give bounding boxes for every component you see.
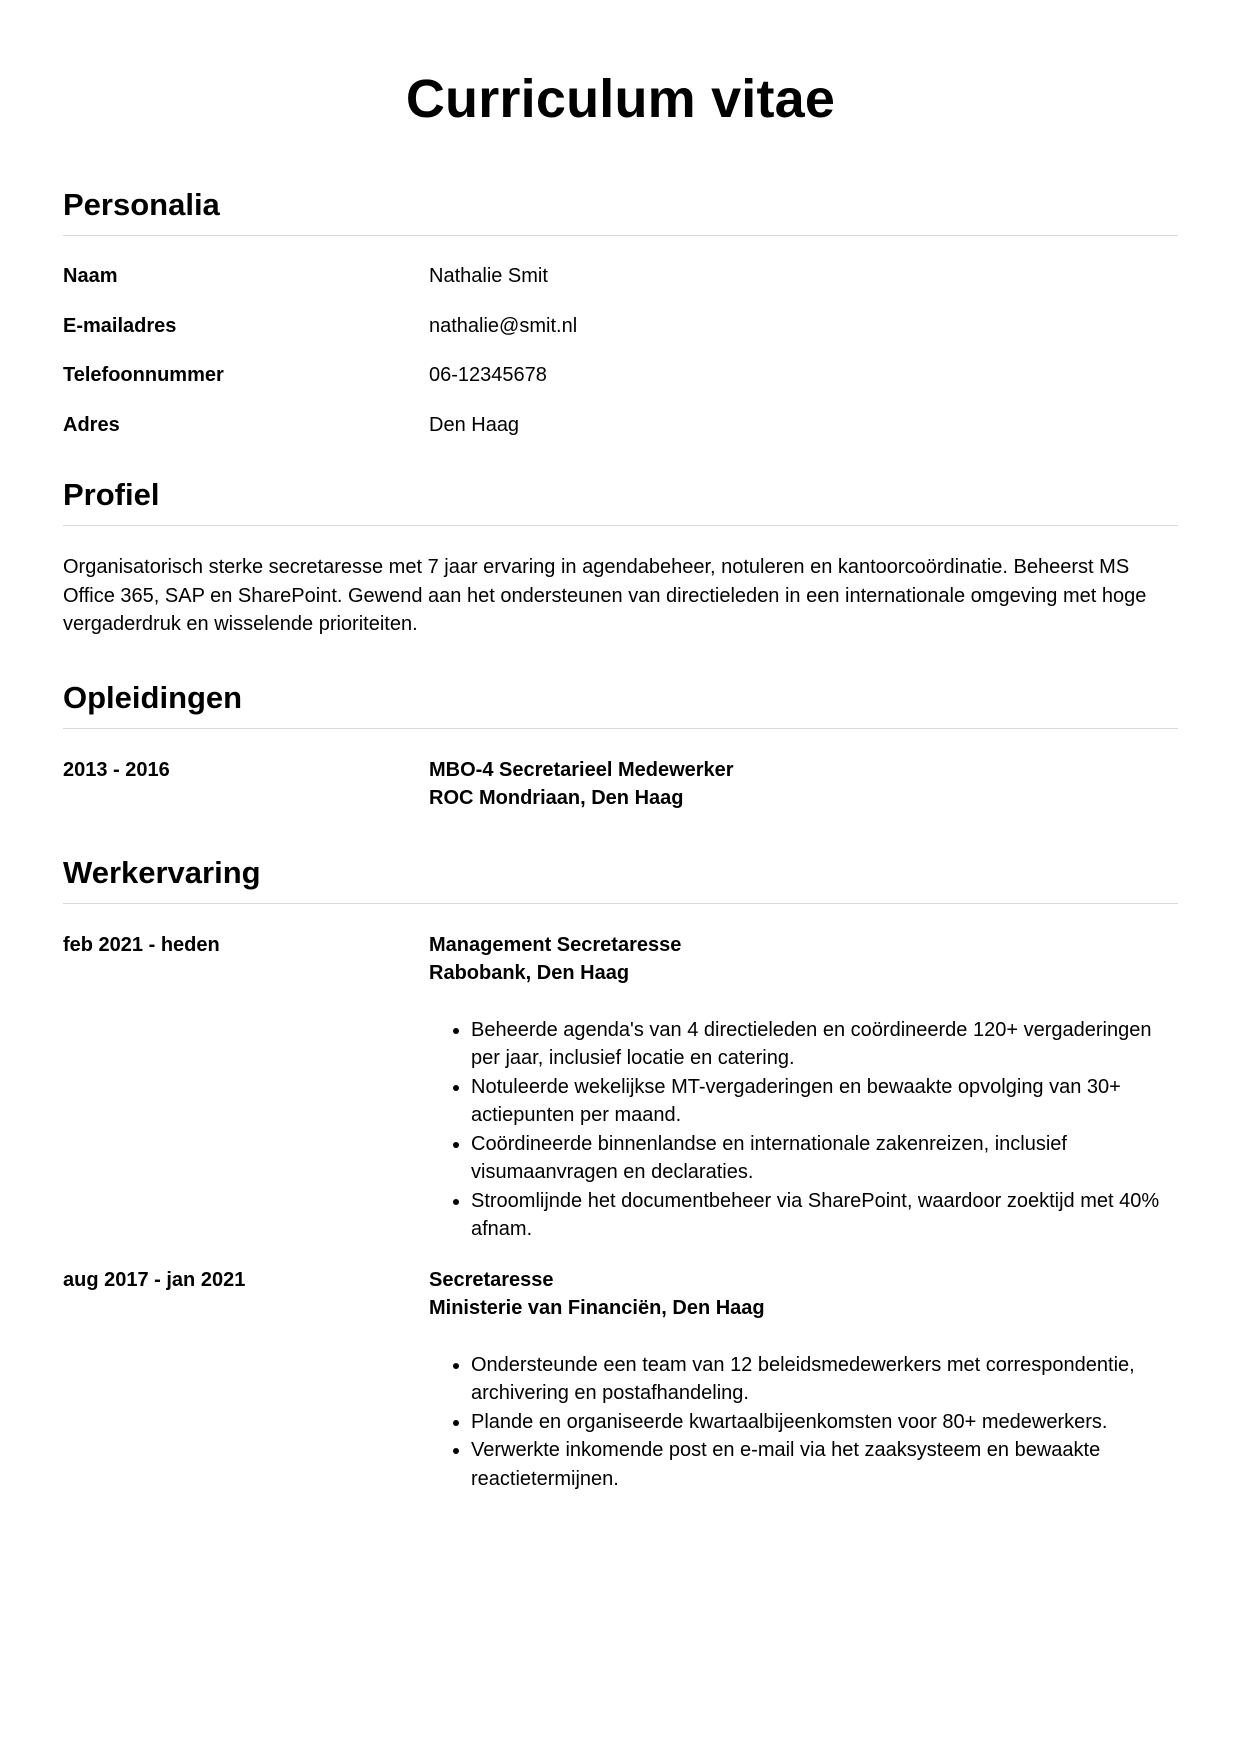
personalia-row-email [63,312,1178,341]
work-entry [63,931,1178,1244]
profile-text: Organisatorisch sterke secretaresse met 7 jaar ervaring in agendabeheer, notuleren en kantoorcoördinatie. Beheerst MS Office 365, SAP en SharePoint. Gewend aan het ondersteunen van directieleden in een internationale omgeving met hoge vergaderdruk en wisselende prioriteiten. [63,556,1147,635]
section-personalia [63,187,1178,439]
section-heading-werkervaring: Werkervaring [63,855,1178,904]
education-period: 2013 - 2016 [63,758,170,781]
education-details [429,756,1178,813]
work-bullet: • Stroomlijnde het documentbeheer via SharePoint, waardoor zoektijd met 40% afnam. [471,1187,1178,1244]
personalia-row-telefoon [63,361,1178,390]
work-details [429,931,1178,1244]
work-bullet: • Ondersteunde een team van 12 beleidsmedewerkers met correspondentie, archivering en postafhandeling. [471,1351,1178,1408]
work-period: aug 2017 - jan 2021 [63,1268,246,1291]
section-opleidingen [63,680,1178,813]
work-period: feb 2021 - heden [63,933,220,956]
work-bullet: • Beheerde agenda's van 4 directieleden en coördineerde 120+ vergaderingen per jaar, inclusief locatie en catering. [471,1016,1178,1073]
work-details [429,1266,1178,1494]
education-entry [63,756,1178,813]
personalia-rows [63,262,1178,439]
personalia-row-naam [63,262,1178,291]
education-title: MBO-4 Secretarieel Medewerker [429,758,734,781]
work-employer: Rabobank, Den Haag [429,962,630,984]
education-institution: ROC Mondriaan, Den Haag [429,787,684,809]
work-title: Secretaresse [429,1268,554,1291]
personalia-label: Telefoonnummer [63,364,224,386]
work-bullets [429,1016,1178,1244]
section-heading-personalia: Personalia [63,187,1178,236]
personalia-label: Adres [63,413,120,436]
personalia-row-adres [63,411,1178,440]
work-title: Management Secretaresse [429,933,682,956]
section-profiel [63,477,1178,639]
personalia-label: E-mailadres [63,314,177,337]
work-bullet: • Plande en organiseerde kwartaalbijeenkomsten voor 80+ medewerkers. [471,1408,1178,1437]
work-employer: Ministerie van Financiën, Den Haag [429,1297,765,1319]
work-bullet: • Verwerkte inkomende post en e-mail via het zaaksysteem en bewaakte reactietermijnen. [471,1436,1178,1493]
section-heading-opleidingen: Opleidingen [63,680,1178,729]
work-bullet: • Coördineerde binnenlandse en internationale zakenreizen, inclusief visumaanvragen en declaraties. [471,1130,1178,1187]
work-entry [63,1266,1178,1494]
personalia-label: Naam [63,265,118,287]
work-bullets [429,1351,1178,1494]
work-bullet: • Notuleerde wekelijkse MT-vergaderingen en bewaakte opvolging van 30+ actiepunten per maand. [471,1073,1178,1130]
section-heading-profiel: Profiel [63,477,1178,526]
section-werkervaring [63,855,1178,1494]
personalia-value: Nathalie Smit [429,265,548,287]
personalia-value: nathalie@smit.nl [429,314,578,337]
personalia-value: Den Haag [429,413,520,436]
personalia-value: 06-12345678 [429,364,547,386]
page-title: Curriculum vitae [405,69,836,129]
